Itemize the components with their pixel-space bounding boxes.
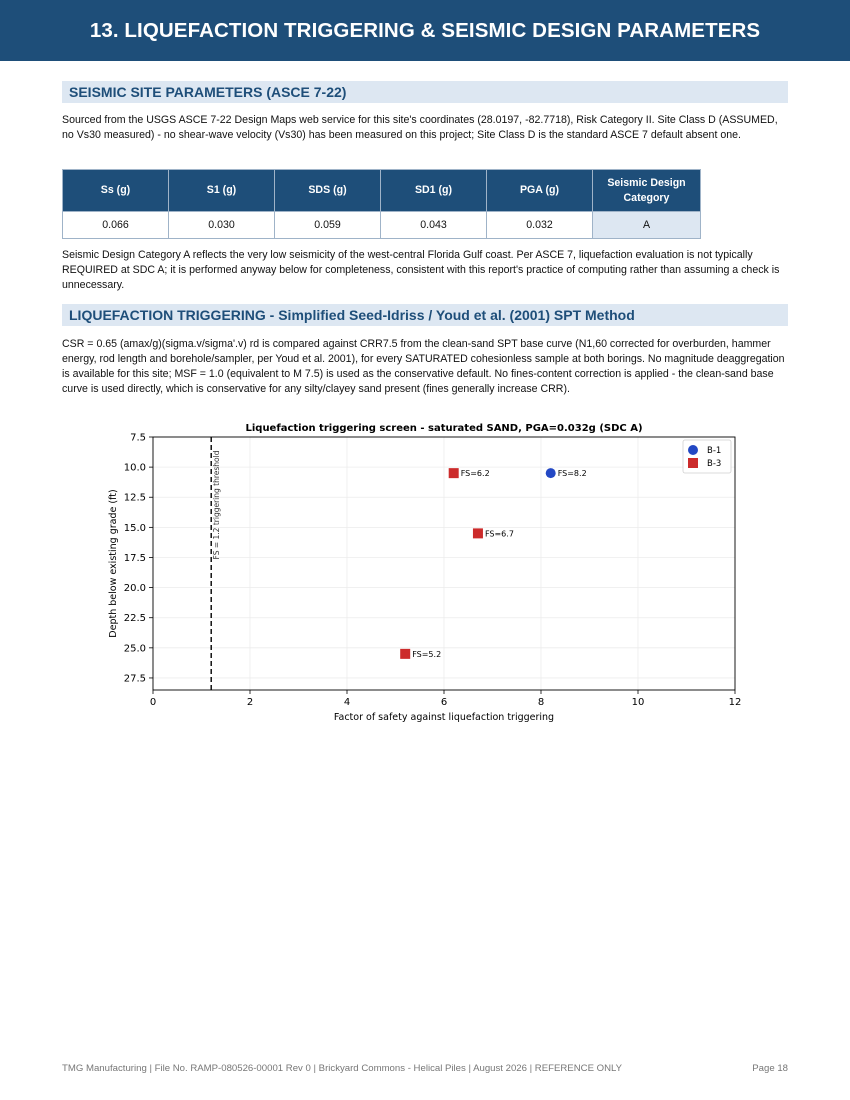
table-cell: 0.059 — [275, 212, 381, 239]
data-point-b-3 — [400, 649, 410, 659]
table-header-cell: PGA (g) — [487, 170, 593, 212]
y-tick-label: 25.0 — [123, 643, 146, 655]
table-header-cell: S1 (g) — [169, 170, 275, 212]
seismic-parameters-table — [62, 169, 701, 239]
x-tick-label: 2 — [246, 697, 254, 708]
chart-title: Liquefaction triggering screen - saturated SAND, PGA=0.032g (SDC A) — [245, 423, 643, 434]
x-tick-label: 8 — [537, 697, 545, 708]
table-cell: 0.066 — [63, 212, 169, 239]
table-header-cell: Ss (g) — [63, 170, 169, 212]
liquefaction-chart — [100, 415, 750, 725]
table-cell: 0.043 — [381, 212, 487, 239]
x-tick-label: 6 — [440, 697, 448, 708]
footer-info: TMG Manufacturing | File No. RAMP-080526-00001 Rev 0 | Brickyard Commons - Helical Piles | August 2026 | REFERENCE ONLY — [62, 1063, 623, 1074]
threshold-label: FS = 1.2 triggering threshold — [212, 450, 222, 560]
table-row — [63, 212, 701, 239]
data-point-b-3 — [449, 468, 459, 478]
y-tick-label: 22.5 — [123, 613, 146, 625]
table-header-cell: SDS (g) — [275, 170, 381, 212]
data-label: FS=8.2 — [557, 469, 587, 479]
seismic-note-text: Seismic Design Category A reflects the very low seismicity of the west-central Florida Gulf coast. Per ASCE 7, liquefaction evaluation is not typically REQUIRED at SDC A; it is performed anyway below for completeness, consistent with this report's practice of computing rather than assuming a check is unnecessary. — [62, 249, 780, 291]
legend-label: B-1 — [707, 446, 722, 456]
y-axis-label: Depth below existing grade (ft) — [108, 489, 119, 638]
table-cell: 0.030 — [169, 212, 275, 239]
x-tick-label: 10 — [631, 697, 645, 708]
sdc-cell: A — [593, 212, 701, 239]
y-tick-label: 10.0 — [123, 462, 146, 474]
data-point-b-1 — [546, 468, 556, 478]
seismic-section-heading: SEISMIC SITE PARAMETERS (ASCE 7-22) — [62, 81, 788, 103]
data-point-b-3 — [473, 528, 483, 538]
x-axis-label: Factor of safety against liquefaction triggering — [333, 712, 555, 723]
y-tick-label: 20.0 — [123, 583, 146, 595]
y-tick-label: 12.5 — [123, 492, 146, 504]
y-tick-label: 17.5 — [123, 552, 146, 564]
data-label: FS=6.2 — [460, 469, 490, 479]
table-cell: 0.032 — [487, 212, 593, 239]
x-tick-label: 0 — [149, 697, 157, 708]
seismic-intro-text: Sourced from the USGS ASCE 7-22 Design Maps web service for this site's coordinates (28.0197, -82.7718), Risk Category II. Site Class D (ASSUMED, no Vs30 measured) - no shear-wave velocity (Vs30) has been measured on this project; Site Class D is the standard ASCE 7 default absent one. — [62, 114, 778, 141]
liquefaction-method-text: CSR = 0.65 (amax/g)(sigma.v/sigma'.v) rd is compared against CRR7.5 from the clean-sand SPT base curve (N1,60 corrected for overburden, hammer energy, rod length and borehole/sampler, per Youd et al. 2001), for every SATURATED cohesionless sample at both borings. No magnitude deaggregation is available for this site; MSF = 1.0 (equivalent to M 7.5) is used as the conservative default. No fines-content correction is applied - the clean-sand base curve is used directly, which is conservative for any silty/clayey sand present (fines generally increase CRR). — [62, 338, 785, 395]
x-tick-label: 12 — [728, 697, 742, 708]
y-tick-label: 15.0 — [123, 522, 146, 534]
data-label: FS=6.7 — [484, 529, 514, 539]
liquefaction-scatter-plot — [100, 415, 750, 725]
x-tick-label: 4 — [343, 697, 351, 708]
table-header-row — [63, 170, 701, 212]
table-header-cell: Seismic Design Category — [593, 170, 701, 212]
legend-marker — [688, 445, 698, 455]
page-number: Page 18 — [752, 1063, 788, 1074]
y-tick-label: 27.5 — [123, 673, 146, 685]
legend-marker — [688, 458, 698, 468]
page-title: 13. LIQUEFACTION TRIGGERING & SEISMIC DESIGN PARAMETERS — [0, 0, 850, 61]
data-label: FS=5.2 — [412, 649, 442, 659]
table-header-cell: SD1 (g) — [381, 170, 487, 212]
legend-label: B-3 — [707, 459, 722, 469]
liquefaction-section-heading: LIQUEFACTION TRIGGERING - Simplified Seed-Idriss / Youd et al. (2001) SPT Method — [62, 304, 788, 326]
y-tick-label: 7.5 — [130, 432, 146, 444]
